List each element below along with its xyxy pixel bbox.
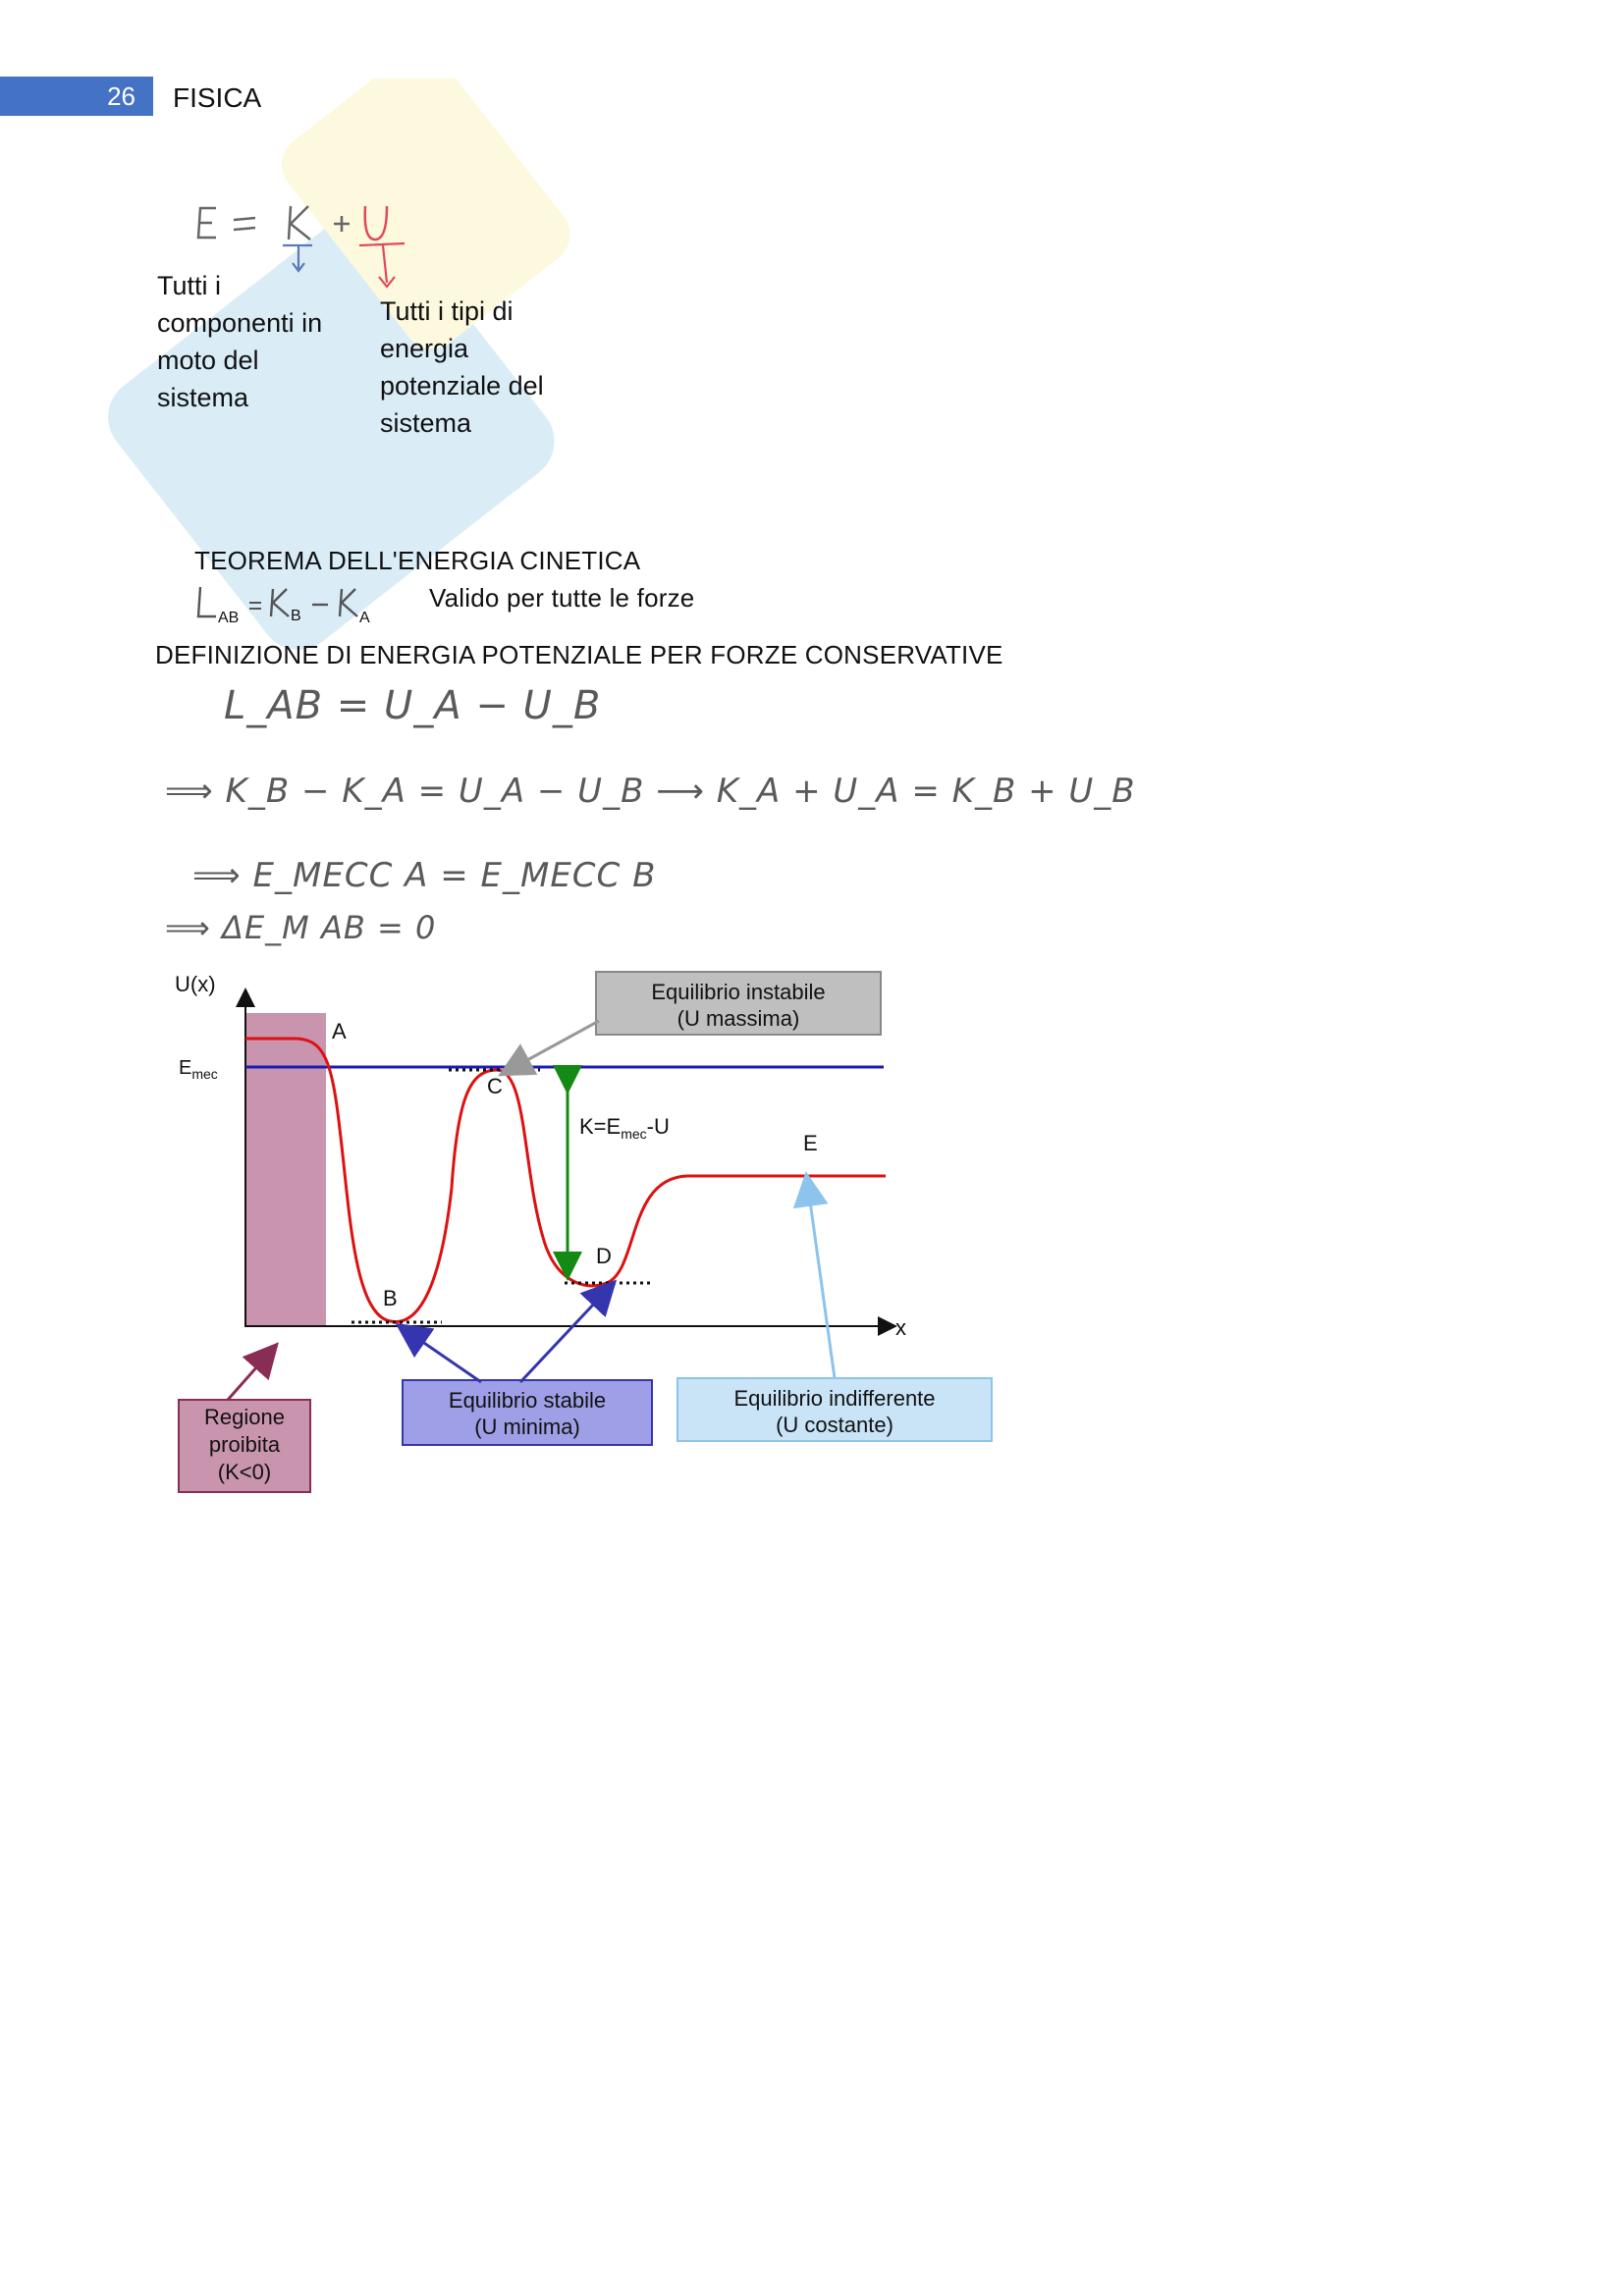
forbidden-box-line-1: Regione xyxy=(204,1405,285,1429)
section-title: FISICA xyxy=(173,82,262,113)
point-a-label: A xyxy=(332,1019,347,1043)
stable-box-line-1: Equilibrio stabile xyxy=(448,1388,607,1413)
glyph-k1 xyxy=(271,589,289,616)
forbidden-box-line-3: (K<0) xyxy=(217,1460,272,1484)
definition-formula-3: ⟹ E_MECC A = E_MECC B xyxy=(192,856,657,895)
glyph-equals xyxy=(234,218,255,230)
y-axis-label: U(x) xyxy=(175,972,216,996)
emec-label: $E_{mec}$ xyxy=(179,1057,218,1082)
glyph-b-sub: B xyxy=(291,608,301,624)
glyph-e xyxy=(198,208,216,238)
glyph-k2 xyxy=(340,589,357,616)
unstable-box-line-2: (U massima) xyxy=(677,1006,800,1031)
page-number: 26 xyxy=(107,81,135,111)
theorem-note: Valido per tutte le forze xyxy=(429,583,695,613)
definition-formula-1: L_AB = U_A − U_B xyxy=(224,683,602,728)
glyph-eq xyxy=(249,603,261,609)
point-b-label: B xyxy=(383,1286,398,1310)
indifferent-box-line-2: (U costante) xyxy=(776,1413,893,1437)
u-down-arrow xyxy=(359,243,405,287)
point-d-label: D xyxy=(596,1244,612,1268)
glyph-k xyxy=(289,206,310,240)
forbidden-region xyxy=(245,1013,326,1325)
glyph-plus xyxy=(334,216,350,232)
definition-title: DEFINIZIONE DI ENERGIA POTENZIALE PER FORZE CONSERVATIVE xyxy=(155,640,1003,669)
glyph-l xyxy=(198,587,216,616)
unstable-pointer xyxy=(506,1021,599,1072)
forbidden-box-line-2: proibita xyxy=(208,1432,281,1457)
theorem-formula-handwritten xyxy=(192,581,408,630)
glyph-u xyxy=(365,206,387,240)
unstable-box-line-1: Equilibrio instabile xyxy=(651,980,826,1004)
stable-pointer-b xyxy=(403,1328,481,1382)
forbidden-pointer xyxy=(228,1349,273,1400)
stable-pointer-d xyxy=(520,1286,611,1382)
glyph-a-sub: A xyxy=(359,610,370,626)
k-note: Tutti i componenti in moto del sistema xyxy=(157,271,323,412)
definition-formula-2: ⟹ K_B − K_A = U_A − U_B ⟶ K_A + U_A = K_B + U_B xyxy=(165,772,1136,811)
definition-formula-4: ⟹ ΔE_M AB = 0 xyxy=(165,909,437,946)
glyph-ab-sub: AB xyxy=(218,610,240,626)
indifferent-pointer xyxy=(807,1180,835,1378)
indifferent-box-line-1: Equilibrio indifferente xyxy=(733,1386,936,1411)
potential-energy-diagram xyxy=(157,962,1011,1502)
potential-curve xyxy=(245,1039,886,1321)
theorem-title: TEOREMA DELL'ENERGIA CINETICA xyxy=(194,546,641,575)
point-e-label: E xyxy=(803,1131,818,1155)
stable-box-line-2: (U minima) xyxy=(474,1415,580,1439)
point-c-label: C xyxy=(487,1074,503,1098)
kinetic-label: $K=E_{mec}-U$ xyxy=(579,1114,670,1142)
x-axis-label: x xyxy=(895,1315,906,1340)
u-note: Tutti i tipi di energia potenziale del sistema xyxy=(380,296,544,438)
